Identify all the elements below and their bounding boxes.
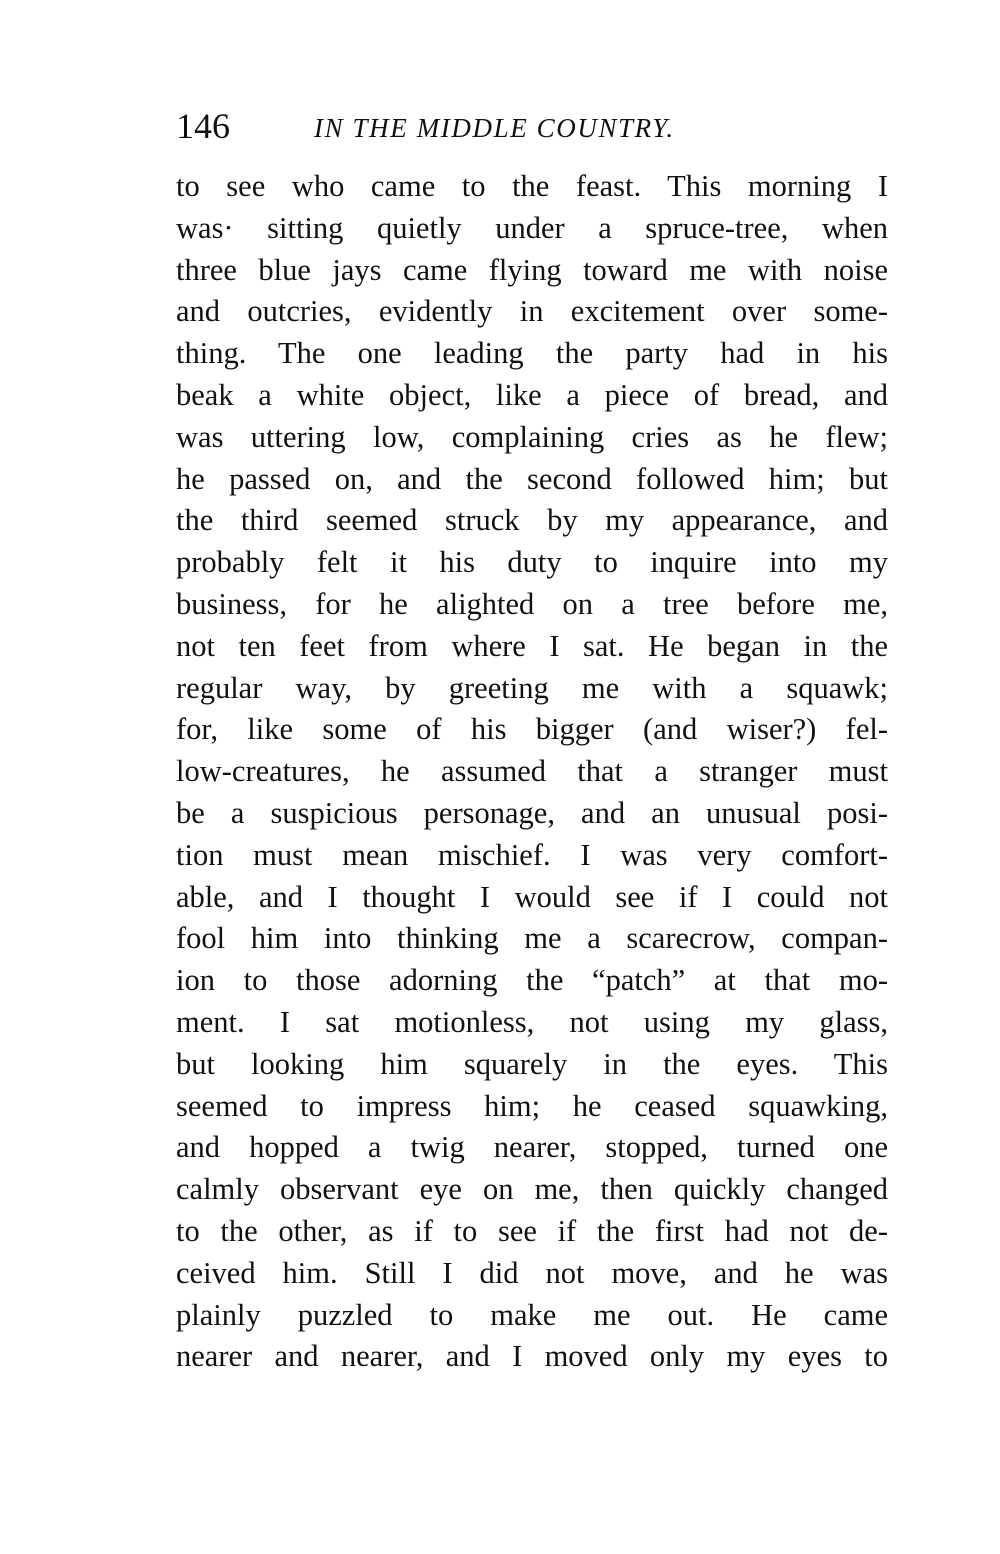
text-line: and outcries, evidently in excitement over some-	[176, 294, 888, 329]
text-line: seemed to impress him; he ceased squawking,	[176, 1088, 888, 1123]
text-line: and hopped a twig nearer, stopped, turned one	[176, 1130, 888, 1165]
text-line: nearer and nearer, and I moved only my eyes to	[176, 1339, 888, 1374]
text-line: calmly observant eye on me, then quickly changed	[176, 1172, 888, 1207]
text-line: for, like some of his bigger (and wiser?) fel-	[176, 712, 888, 747]
text-line: but looking him squarely in the eyes. This	[176, 1046, 888, 1081]
running-title: IN THE MIDDLE COUNTRY.	[314, 113, 675, 143]
text-line: ion to those adorning the “patch” at that mo-	[176, 963, 888, 998]
text-line: fool him into thinking me a scarecrow, compan-	[176, 921, 888, 956]
text-line: able, and I thought I would see if I could not	[176, 879, 888, 914]
text-line: probably felt it his duty to inquire into my	[176, 545, 888, 580]
text-line: not ten feet from where I sat. He began in the	[176, 628, 888, 663]
text-line: plainly puzzled to make me out. He came	[176, 1297, 888, 1332]
text-line: business, for he alighted on a tree before me,	[176, 586, 888, 621]
text-line: three blue jays came flying toward me with noise	[176, 252, 888, 287]
text-line: thing. The one leading the party had in his	[176, 336, 888, 371]
text-line: low-creatures, he assumed that a stranger must	[176, 754, 888, 789]
body-text	[176, 166, 888, 1378]
text-line: was· sitting quietly under a spruce-tree, when	[176, 210, 888, 245]
page-number: 146	[176, 106, 230, 146]
text-line: ceived him. Still I did not move, and he was	[176, 1255, 888, 1290]
text-line: he passed on, and the second followed him; but	[176, 461, 888, 496]
text-line: was uttering low, complaining cries as he flew;	[176, 419, 888, 454]
text-line: beak a white object, like a piece of bread, and	[176, 377, 888, 412]
text-line: tion must mean mischief. I was very comfort-	[176, 837, 888, 872]
text-line: to the other, as if to see if the first had not de-	[176, 1213, 888, 1248]
text-line: be a suspicious personage, and an unusual posi-	[176, 795, 888, 830]
text-line: the third seemed struck by my appearance, and	[176, 503, 888, 538]
text-line: ment. I sat motionless, not using my glass,	[176, 1004, 888, 1039]
running-head	[176, 102, 888, 150]
text-line: to see who came to the feast. This morning I	[176, 169, 888, 203]
text-line: regular way, by greeting me with a squawk;	[176, 670, 888, 705]
